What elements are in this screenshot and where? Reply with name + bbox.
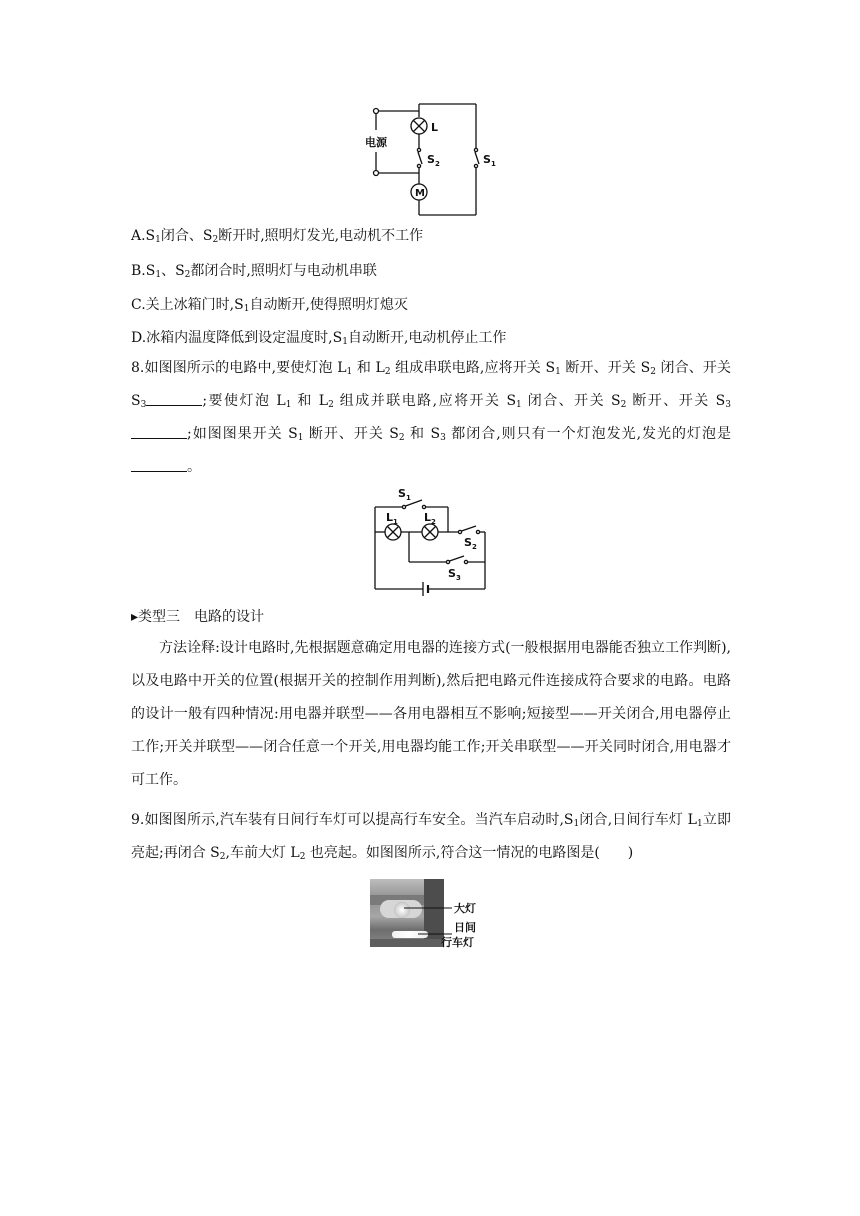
switch-s3-label: $S_3$	[448, 567, 461, 582]
option-d: D.冰箱内温度降低到设定温度时$,S_1$自动断开,电动机停止工作	[131, 330, 507, 347]
switch-s1-label: $S_1$	[398, 487, 411, 502]
question-8: 8.如图图所示的电路中,要使灯泡 $L_1$ 和 $L_2$ 组成串联电路,应将开关 $S_1$ 断开、开关 $S_2$ 闭合、开关 $S_3$ ;要使灯泡 $L_1$ 和 $L_2$ 组成并联电路,应将开关 $S_1$ 闭合、开关 $S_2$ 断开、开关 $S_3$;如图图果开关 $S_1$ 断开、开关 $S_2$ 和 $S_3$ 都闭合,则只有一个灯泡发光,发光的灯泡是。	[131, 360, 732, 475]
switch-s2-label: $S_2$	[427, 153, 440, 168]
method-explanation: 方法诠释:设计电路时,先根据题意确定用电器的连接方式(一般根据用电器能否独立工作判断),以及电路中开关的位置(根据开关的控制作用判断),然后把电路元件连接成符合要求的电路。电路的设计一般有四种情况:用电器并联型——各用电器相互不影响;短接型——开关闭合,用电器停止工作;开关并联型——闭合任意一个开关,用电器均能工作;开关串联型——开关同时闭合,用电器才可工作。	[131, 640, 731, 788]
switch-s2-label: $S_2$	[464, 536, 477, 551]
option-c: C.关上冰箱门时$,S_1$自动断开,使得照明灯熄灭	[131, 297, 408, 314]
question-9: 9.如图图所示,汽车装有日间行车灯可以提高行车安全。当汽车启动时$,S_1$闭合,日间行车灯 $L_1$立即亮起;再闭合 $S_2$,车前大灯 $L_2$ 也亮起。如图图所示,符合这一情况的电路图是( )	[131, 812, 731, 862]
fridge-circuit-diagram	[360, 100, 510, 220]
lamp-label: L	[431, 121, 439, 134]
headlight-label: 大灯	[454, 902, 476, 915]
answer-blank[interactable]	[146, 393, 202, 406]
answer-blank[interactable]	[131, 426, 187, 439]
lamp-l2-label: $L_2$	[424, 511, 436, 526]
section-heading: ▸类型三 电路的设计	[131, 609, 265, 625]
lamp-l1-label: $L_1$	[386, 511, 398, 526]
switch-s1-label: $S_1$	[483, 153, 496, 168]
motor-label: M	[415, 188, 425, 199]
section-marker: ▸	[131, 609, 139, 625]
drl-label-line2: 行车灯	[441, 936, 474, 949]
power-source-label: 电源	[365, 136, 387, 149]
option-b: $B.S_1$、$S_2$都闭合时,照明灯与电动机串联	[131, 263, 377, 280]
three-switch-circuit-diagram	[368, 485, 498, 597]
answer-blank[interactable]	[131, 459, 187, 472]
option-a: $A.S_1$闭合、$S_2$断开时,照明灯发光,电动机不工作	[131, 228, 424, 245]
drl-label-line1: 日间	[454, 921, 476, 934]
